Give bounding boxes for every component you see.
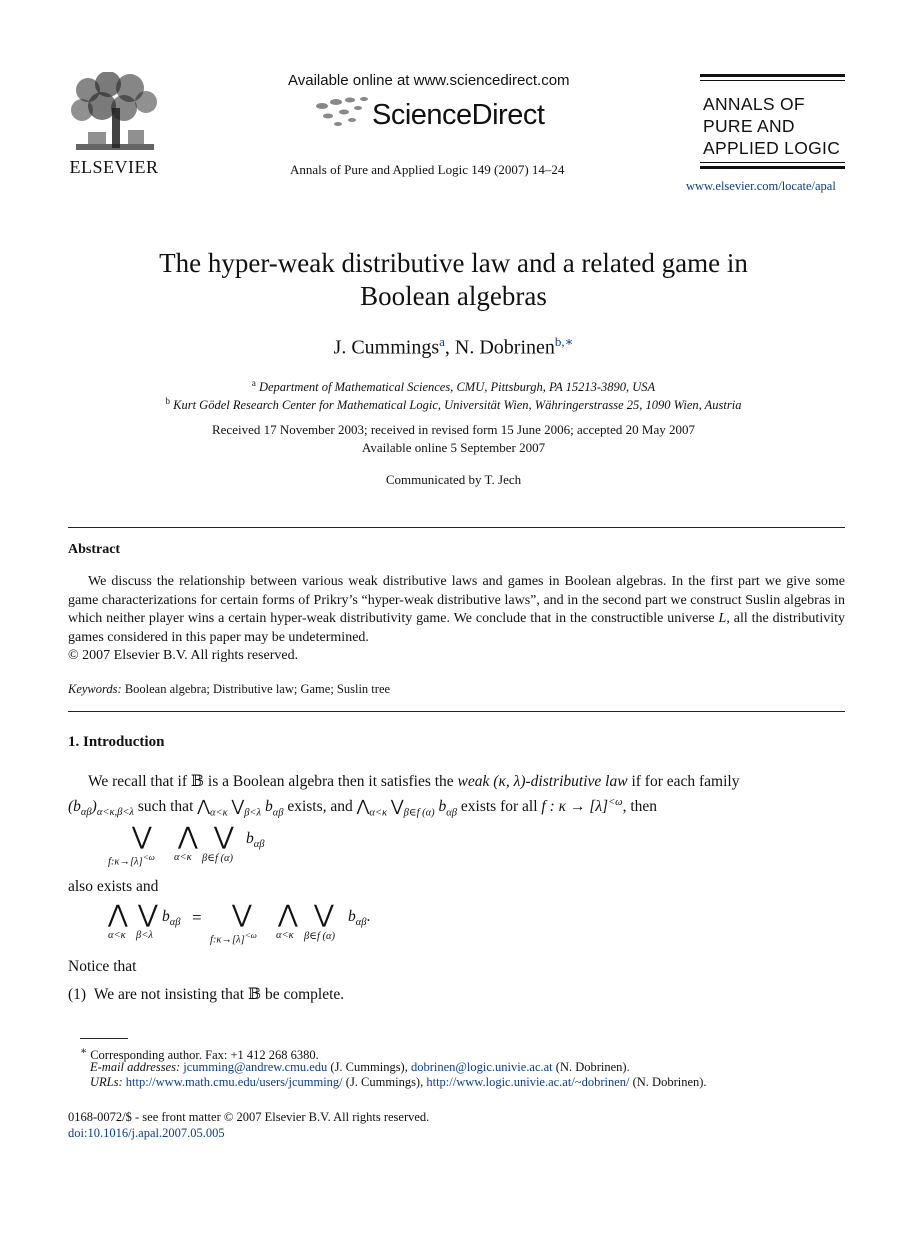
family-open: (b: [68, 798, 81, 816]
issn-line: 0168-0072/$ - see front matter © 2007 Elsevier B.V. All rights reserved.: [68, 1110, 430, 1124]
eq1-join-beta: ⋁: [214, 824, 234, 850]
eq1-term: [246, 830, 265, 850]
email-label: E-mail addresses:: [90, 1060, 181, 1074]
b-sub-2: αβ: [446, 807, 458, 819]
keywords-label: Keywords:: [68, 682, 122, 696]
join-symbol: ⋁: [231, 798, 245, 816]
communicated-by: Communicated by T. Jech: [385, 472, 522, 487]
author-dobrinen: N. Dobrinen: [454, 336, 555, 359]
list-item-1: [68, 985, 845, 1005]
affil-a-text: Department of Mathematical Sciences, CMU, Pittsburgh, PA 15213-3890, USA: [258, 380, 656, 395]
b-symbol-2: b: [438, 798, 447, 816]
url-label: URLs:: [90, 1075, 123, 1089]
abstract-L: L: [718, 611, 727, 626]
url1-owner: (J. Cummings),: [342, 1075, 427, 1089]
intro-paragraph-line1: [68, 772, 845, 792]
eq2-join-beta: ⋁: [314, 902, 334, 928]
eq2-join-beta-index: β∈f (α): [304, 931, 336, 942]
abstract-heading: Abstract: [68, 542, 121, 557]
url2-owner: (N. Dobrinen).: [629, 1075, 707, 1089]
eq2-index-f: [210, 930, 257, 946]
footnote-corr-mark: ∗: [80, 1046, 88, 1057]
family-index: α<κ,β<λ: [96, 807, 134, 819]
eq2-period: .: [366, 908, 371, 925]
list-item-1-number: (1): [68, 986, 87, 1003]
journal-rule-top: [700, 74, 845, 77]
journal-citation: Annals of Pure and Applied Logic 149 (2007) 14–24: [290, 162, 565, 177]
join-index-2: β∈f (α): [403, 807, 435, 819]
eq2-equals: =: [192, 908, 202, 927]
list-item-1-text: We are not insisting that: [93, 986, 248, 1003]
eq2-join-index: β<λ: [136, 930, 153, 941]
eq2-meet-index: α<κ: [108, 930, 126, 941]
p1-weak: weak: [457, 773, 490, 790]
eq2-b-rhs: b: [348, 908, 356, 925]
rule-above-abstract: [68, 527, 845, 528]
meet-symbol-2: ⋀: [356, 798, 370, 816]
sciencedirect-wordmark: ScienceDirect: [372, 99, 545, 131]
eq1-b-sub: αβ: [253, 839, 265, 851]
email2-owner: (N. Dobrinen).: [552, 1060, 630, 1074]
p1-text-c: if for each family: [627, 773, 740, 790]
family-expression: [68, 798, 134, 819]
journal-title-line1: ANNALS OF: [703, 94, 805, 114]
email-link-cummings[interactable]: jcumming@andrew.cmu.edu: [183, 1060, 328, 1074]
eq2-b-rhs-sub: αβ: [355, 917, 367, 929]
eq2-b-lhs-sub: αβ: [169, 917, 181, 929]
footnote-urls: [90, 1075, 707, 1090]
affil-b-text: Kurt Gödel Research Center for Mathematical Logic, Universität Wien, Währingerstrasse 25, 1090 Wien, Austria: [173, 398, 742, 413]
journal-rule-bottom2: [700, 166, 845, 169]
eq2-meet-2: ⋀: [278, 902, 298, 928]
author-separator: ,: [444, 336, 455, 359]
footnote-emails: [90, 1060, 630, 1075]
eq1-index-f: [108, 852, 155, 868]
abstract-paragraph: [68, 573, 845, 647]
paper-title: [60, 247, 847, 313]
journal-rule-top2: [700, 80, 845, 81]
section-heading-introduction: 1. Introduction: [68, 734, 165, 750]
abstract-body: [68, 573, 845, 666]
available-online-text: Available online at www.sciencedirect.com: [288, 72, 570, 89]
eq1-index-f-text: f:κ→[λ]: [108, 856, 143, 868]
list-item-1-end: be complete.: [261, 986, 345, 1003]
affiliation-mark-a[interactable]: a: [439, 334, 445, 349]
keywords: [68, 682, 390, 697]
p1-text-f: exists for all: [457, 798, 542, 816]
f-map: f : κ → [λ]: [541, 798, 609, 816]
meet-symbol: ⋀: [197, 798, 210, 816]
url-link-dobrinen[interactable]: http://www.logic.univie.ac.at/~dobrinen/: [426, 1075, 630, 1089]
meet-index-2: α<κ: [369, 807, 387, 819]
url-link-cummings[interactable]: http://www.math.cmu.edu/users/jcumming/: [125, 1075, 343, 1089]
eq2-index-f-sup: <ω: [244, 930, 257, 940]
eq1-b: b: [246, 830, 254, 847]
keywords-list: Boolean algebra; Distributive law; Game; Suslin tree: [121, 682, 391, 696]
join-index: β<λ: [244, 807, 262, 819]
affiliation-a: [60, 378, 847, 395]
eq1-meet: ⋀: [178, 824, 198, 850]
join-symbol-2: ⋁: [390, 798, 404, 816]
eq1-index-f-sup: <ω: [142, 852, 155, 862]
elsevier-wordmark: ELSEVIER: [69, 157, 159, 177]
journal-title-line2: PURE AND: [703, 116, 795, 136]
family-close: ): [91, 798, 97, 816]
email-link-dobrinen[interactable]: dobrinen@logic.univie.ac.at: [410, 1060, 553, 1074]
notice-text: Notice that: [68, 958, 137, 975]
p1-text-b: is a Boolean algebra then it satisfies the: [204, 773, 458, 790]
received-dates: Received 17 November 2003; received in revised form 15 June 2006; accepted 20 May 2007: [211, 422, 696, 437]
doi-link[interactable]: doi:10.1016/j.apal.2007.05.005: [68, 1126, 225, 1140]
available-online-date: Available online 5 September 2007: [361, 440, 546, 455]
p1-kappa-lambda: (κ, λ): [489, 773, 526, 790]
affiliation-b: [60, 396, 847, 413]
journal-title-line3: APPLIED LOGIC: [703, 138, 841, 158]
p1-distributive: -distributive law: [525, 773, 628, 790]
p1-text-a: We recall that if: [88, 773, 191, 790]
footnote-corr-text: Corresponding author. Fax: +1 412 268 6380.: [87, 1048, 319, 1063]
eq1-join-beta-index: β∈f (α): [202, 853, 234, 864]
b-symbol: b: [264, 798, 273, 816]
journal-title: [703, 93, 848, 159]
journal-rule-bottom: [700, 162, 845, 163]
sciencedirect-dots-logo: [314, 96, 374, 130]
also-exists-text: also exists and: [68, 878, 159, 895]
eq2-meet-2-index: α<κ: [276, 930, 294, 941]
title-line-2: Boolean algebras: [360, 281, 547, 311]
footnote-rule: [80, 1038, 128, 1039]
abstract-copyright: © 2007 Elsevier B.V. All rights reserved.: [68, 648, 299, 663]
rule-below-keywords: [68, 711, 845, 712]
eq2-join: ⋁: [138, 902, 158, 928]
abstract-text-2: , all the distributivity games considered in this paper may be undetermined.: [68, 611, 845, 645]
p1-text-e: exists, and: [283, 798, 357, 816]
eq2-join-f: ⋁: [232, 902, 252, 928]
eq1-join-f: ⋁: [132, 824, 152, 850]
list-item-1-B: 𝔹: [247, 986, 262, 1003]
intro-paragraph-line2: [68, 793, 845, 823]
eq2-index-f-text: f:κ→[λ]: [210, 934, 245, 946]
eq2-meet: ⋀: [108, 902, 128, 928]
affil-a-mark: a: [251, 378, 256, 388]
eq2-lhs-term: [162, 908, 181, 928]
lt-omega: <ω: [608, 797, 623, 808]
title-line-1: The hyper-weak distributive law and a related game in: [159, 248, 748, 278]
author-list: [60, 334, 847, 360]
email1-owner: (J. Cummings),: [327, 1060, 411, 1074]
family-sub: αβ: [80, 807, 92, 819]
p1-text-g: , then: [622, 798, 658, 816]
author-cummings: J. Cummings: [333, 336, 440, 359]
affiliation-mark-b[interactable]: b,∗: [554, 334, 574, 349]
elsevier-tree-logo: [68, 72, 160, 158]
p1-text-d: such that: [133, 798, 198, 816]
b-sub: αβ: [272, 807, 284, 819]
affil-b-mark: b: [165, 396, 170, 406]
meet-index: α<κ: [209, 807, 228, 819]
eq2-b-lhs: b: [162, 908, 170, 925]
eq2-rhs-term: [348, 908, 370, 928]
abstract-text-1: We discuss the relationship between various weak distributive laws and games in Boolean algebras. In the first part we give some game characterizations for certain forms of Prikry’s “hyper-weak distributive laws”, and in the second part we construct Suslin algebras in which neither player wins a certain hyper-weak distributivity game. We conclude that in the constructible universe: [68, 574, 845, 626]
eq1-meet-index: α<κ: [174, 852, 192, 863]
boolean-algebra-symbol: 𝔹: [190, 773, 205, 790]
journal-url-link[interactable]: www.elsevier.com/locate/apal: [686, 179, 836, 193]
